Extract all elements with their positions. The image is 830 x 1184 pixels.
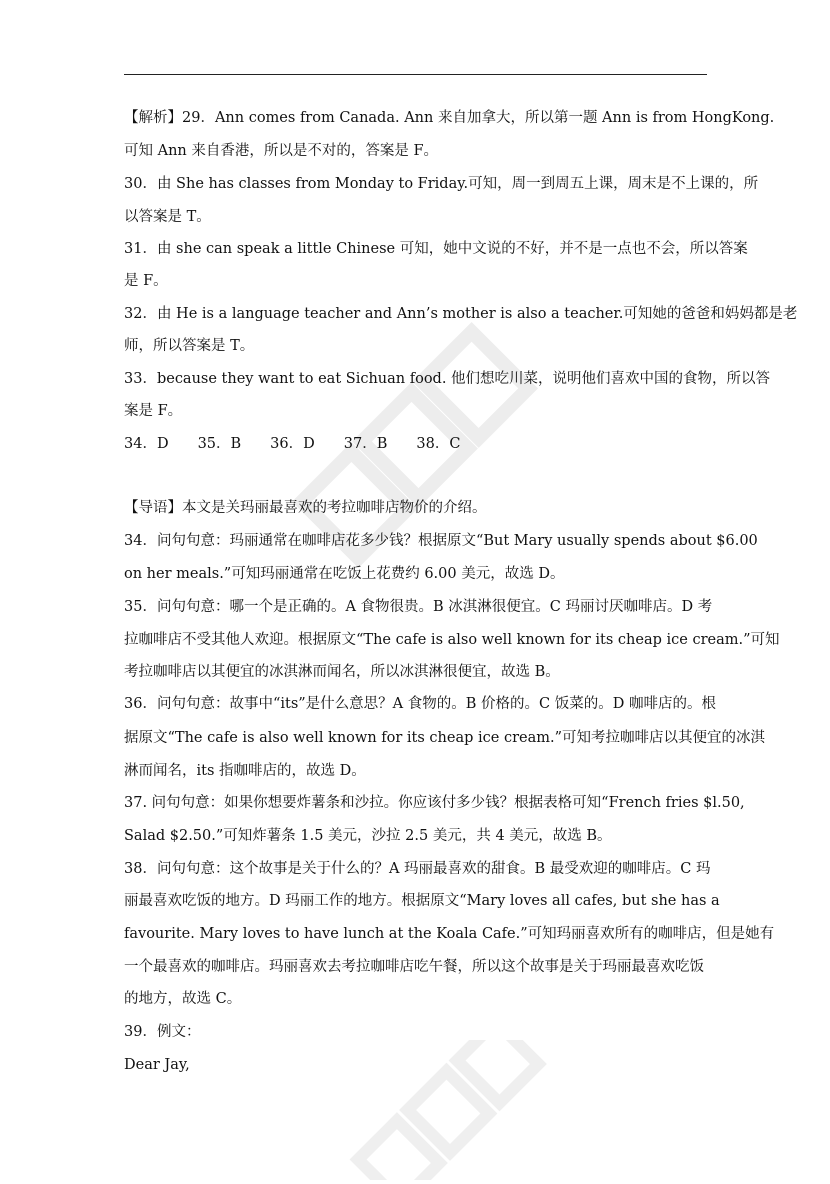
text-line: 33．because they want to eat Sichuan food. 他们想吃川菜，说明他们喜欢中国的食物，所以答 [124, 371, 771, 387]
header-rule [124, 74, 707, 75]
text-line: 师，所以答案是 T。 [124, 338, 255, 354]
text-line: 淋而闻名，its 指咖啡店的，故选 D。 [124, 763, 366, 779]
text-line: 39．例文： [124, 1024, 201, 1040]
text-line: 34．D 35．B 36．D 37．B 38．C [124, 436, 461, 452]
text-line: 据原文“The cafe is also well known for its cheap ice cream.”可知考拉咖啡店以其便宜的冰淇 [124, 730, 766, 746]
text-line: 【解析】29．Ann comes from Canada. Ann 来自加拿大，所以第一题 Ann is from HongKong. [124, 110, 775, 126]
text-line: favourite. Mary loves to have lunch at the Koala Cafe.”可知玛丽喜欢所有的咖啡店，但是她有 [124, 926, 775, 942]
text-line: 可知 Ann 来自香港，所以是不对的，答案是 F。 [124, 143, 439, 159]
text-line: 35．问句句意：哪一个是正确的。A 食物很贵。B 冰淇淋很便宜。C 玛丽讨厌咖啡店。D 考 [124, 599, 713, 615]
text-line: 【导语】本文是关玛丽最喜欢的考拉咖啡店物价的介绍。 [124, 500, 487, 516]
text-line: 以答案是 T。 [124, 209, 211, 225]
text-line: 34．问句句意：玛丽通常在咖啡店花多少钱？根据原文“But Mary usually spends about $6.00 [124, 533, 758, 549]
text-line: Salad $2.50.”可知炸薯条 1.5 美元，沙拉 2.5 美元，共 4 美元，故选 B。 [124, 828, 612, 844]
text-line: on her meals.”可知玛丽通常在吃饭上花费约 6.00 美元，故选 D。 [124, 566, 565, 582]
text-line: 考拉咖啡店以其便宜的冰淇淋而闻名，所以冰淇淋很便宜，故选 B。 [124, 664, 560, 680]
text-line: 拉咖啡店不受其他人欢迎。根据原文“The cafe is also well known for its cheap ice cream.”可知 [124, 632, 780, 648]
text-line: 37. 问句句意：如果你想要炸薯条和沙拉。你应该付多少钱？根据表格可知“French fries $l.50, [124, 795, 745, 811]
text-line: 是 F。 [124, 273, 168, 289]
text-line: 一个最喜欢的咖啡店。玛丽喜欢去考拉咖啡店吃午餐，所以这个故事是关于玛丽最喜欢吃饭 [124, 959, 704, 975]
text-line: Dear Jay, [124, 1057, 190, 1073]
text-line: 32．由 He is a language teacher and Ann’s mother is also a teacher.可知她的爸爸和妈妈都是老 [124, 306, 798, 322]
text-line: 案是 F。 [124, 403, 183, 419]
text-line: 31．由 she can speak a little Chinese 可知，她中文说的不好，并不是一点也不会，所以答案 [124, 241, 748, 257]
text-line: 38．问句句意：这个故事是关于什么的？A 玛丽最喜欢的甜食。B 最受欢迎的咖啡店。C 玛 [124, 861, 711, 877]
text-line: 36．问句句意：故事中“its”是什么意思？A 食物的。B 价格的。C 饭菜的。D 咖啡店的。根 [124, 696, 716, 712]
text-line: 的地方，故选 C。 [124, 991, 242, 1007]
text-line: 丽最喜欢吃饭的地方。D 玛丽工作的地方。根据原文“Mary loves all cafes, but she has a [124, 893, 720, 909]
text-line: 30．由 She has classes from Monday to Friday.可知，周一到周五上课，周末是不上课的，所 [124, 176, 759, 192]
